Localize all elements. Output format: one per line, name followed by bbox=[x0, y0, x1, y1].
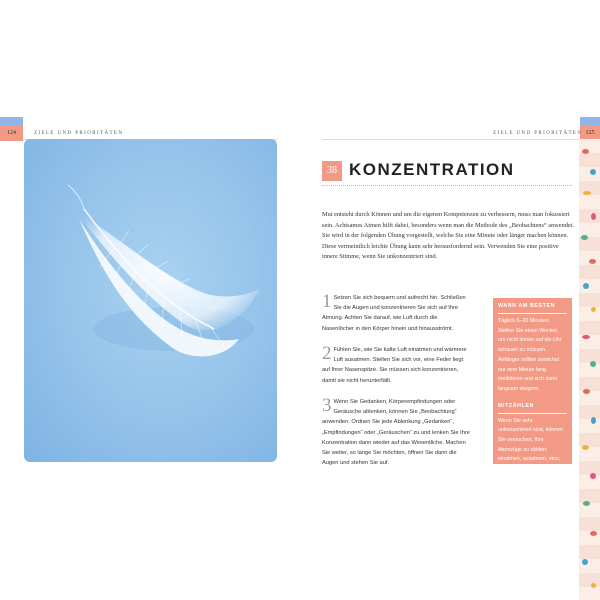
step-1 bbox=[322, 293, 470, 334]
step-3 bbox=[322, 397, 470, 468]
sidebar-heading-when: WANN AM BESTEN bbox=[498, 303, 556, 309]
sidebar-rule bbox=[498, 313, 567, 314]
pattern-leaf bbox=[581, 235, 588, 240]
step-text: Fühlen Sie, wie Sie kalte Luft einatmen und wärmere Luft ausatmen. Stellen Sie sich vor, eine Feder liegt auf Ihrer Nasenspitze. Sie müssen sich konzentrieren, damit sie nicht herunterfällt. bbox=[322, 347, 467, 384]
step-text: Wenn Sie Gedanken, Körperempfindungen oder Geräusche ablenken, können Sie „Beobachtung“ anwenden. Ordnen Sie jede Ablenkung „Gedanken“, „Empfindungen“ oder „Geräuschen“ zu und lenken Sie Ihre Konzentration dann wieder auf das Wesentliche. Machen Sie weiter, so lange Sie möchten, öffnen Sie dann die Augen und stehen Sie auf. bbox=[322, 399, 470, 467]
pattern-leaf bbox=[582, 445, 589, 450]
pattern-bird-shape bbox=[583, 389, 590, 394]
pattern-leaf bbox=[583, 191, 591, 195]
tip-sidebar bbox=[493, 298, 572, 482]
pattern-leaf bbox=[583, 501, 590, 506]
right-page-number: 125 bbox=[580, 125, 600, 141]
feather-image bbox=[24, 139, 277, 462]
right-running-head: ZIELE UND PRIORITÄTEN bbox=[493, 131, 583, 136]
feather-photo bbox=[24, 139, 277, 462]
pattern-dot bbox=[582, 559, 588, 565]
sidebar-heading-count: MITZÄHLEN bbox=[498, 402, 534, 409]
left-edge-tab-blue bbox=[0, 117, 23, 125]
intro-paragraph: Mut entsteht durch Können und um die eigenen Kompetenzen zu verbessern, muss man fokussiert sein. Achtsames Atmen hilft dabei, besonders wenn man die Methode des „Beobachtens“ anwendet. Sie wird in der folgenden Übung vorgestellt, welche Sie eine Minute oder länger machen können. Diese vermeintlich leichte Übung kann sehr herausfordernd sein. Verwenden Sie eine positive innere Stimme, wenn Sie unkonzentriert sind. bbox=[322, 211, 574, 261]
sidebar-text-when: Täglich 5–20 Minuten. Stellen Sie einen Wecker, um nicht immer auf die Uhr schauen zu müssen. Anfänger sollten zunächst nur eine Minute lang meditieren und sich dann langsam steigern. bbox=[498, 318, 562, 392]
pattern-dot bbox=[583, 283, 589, 289]
pattern-bird-shape bbox=[582, 149, 589, 154]
pattern-dot bbox=[590, 169, 596, 175]
pattern-leaf bbox=[582, 335, 590, 339]
right-header-rule bbox=[322, 139, 579, 140]
pattern-dot bbox=[591, 307, 596, 312]
right-edge-tab-blue bbox=[580, 117, 600, 125]
sidebar-text-count: Wenn Sie sehr unkonzentriert sind, können Sie versuchen, Ihre Atemzüge zu zählen: einatmen, ausatmen, eins; einatmen, ausatmen, zwei . . . und so weiter. bbox=[498, 417, 566, 482]
step-2 bbox=[322, 345, 470, 386]
pattern-dot bbox=[590, 473, 596, 479]
chapter-number-badge: 38 bbox=[322, 161, 342, 181]
title-rule bbox=[322, 185, 572, 187]
pattern-bird-shape bbox=[589, 259, 596, 264]
decorative-pattern-strip bbox=[579, 139, 600, 600]
step-number: 1 bbox=[322, 291, 332, 312]
left-page-number: 124 bbox=[0, 125, 23, 141]
pattern-bird-shape bbox=[590, 531, 597, 536]
pattern-dot bbox=[591, 583, 596, 588]
pattern-dot bbox=[591, 213, 596, 220]
sidebar-rule bbox=[498, 413, 567, 414]
step-number: 3 bbox=[322, 395, 332, 416]
left-running-head: ZIELE UND PRIORITÄTEN bbox=[34, 131, 124, 136]
pattern-dot bbox=[591, 417, 596, 424]
step-text: Setzen Sie sich bequem und aufrecht hin. Schließen Sie die Augen und konzentrieren Sie sich auf Ihre Atmung. Achten Sie darauf, wie Luft durch die Nasenlöcher in den Körper hinein und hinausströmt. bbox=[322, 295, 466, 332]
step-number: 2 bbox=[322, 343, 332, 364]
pattern-dot bbox=[590, 361, 596, 367]
page-title: KONZENTRATION bbox=[349, 160, 515, 179]
